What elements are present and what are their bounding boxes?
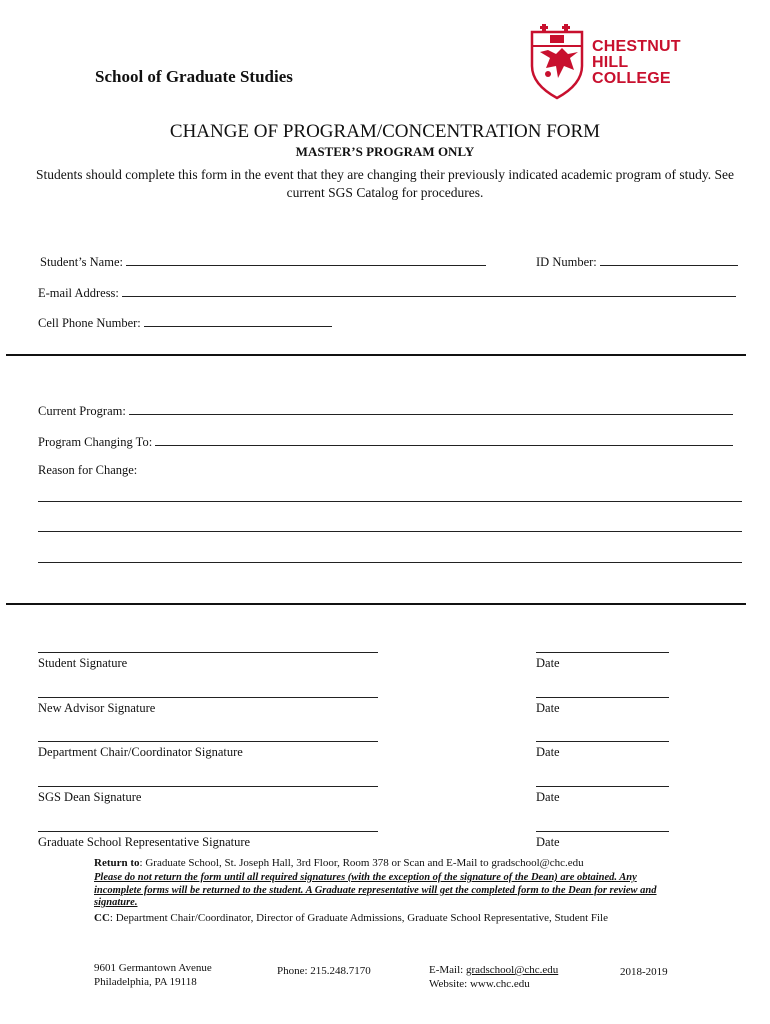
dean-signature-label: SGS Dean Signature xyxy=(38,790,142,804)
dean-date-line[interactable] xyxy=(536,786,669,787)
email-input[interactable] xyxy=(122,284,736,297)
email-field xyxy=(38,284,736,301)
address-line-2: Philadelphia, PA 19118 xyxy=(94,975,197,988)
college-logo xyxy=(528,22,681,102)
logo-wordmark xyxy=(592,39,681,87)
signature-warning: Please do not return the form until all required signatures (with the exception of the signature of the Dean) are obtained. Any incomplete forms will be returned to the student. A Graduate representative will get the completed form to the Dean for review and signature. xyxy=(94,872,657,908)
address-block xyxy=(94,962,212,989)
rep-signature-label: Graduate School Representative Signature xyxy=(38,835,251,849)
student-signature-line[interactable] xyxy=(38,652,378,653)
cell-phone-field xyxy=(38,314,332,331)
cell-phone-label: Cell Phone Number: xyxy=(38,316,141,330)
student-date-line[interactable] xyxy=(536,652,669,653)
chair-date-label: Date xyxy=(536,745,560,759)
current-program-input[interactable] xyxy=(129,402,733,415)
reason-label: Reason for Change: xyxy=(38,463,138,477)
reason-input-line-1[interactable] xyxy=(38,501,742,502)
form-intro: Students should complete this form in the event that they are changing their previously indicated academic program of study. See current SGS Catalog for procedures. xyxy=(36,167,734,200)
rep-signature-line[interactable] xyxy=(38,831,378,832)
return-instructions xyxy=(94,857,694,871)
logo-line-3: COLLEGE xyxy=(592,70,671,87)
email-link[interactable]: gradschool@chc.edu xyxy=(465,964,559,976)
cc-label: CC xyxy=(94,912,110,924)
id-number-input[interactable] xyxy=(600,253,738,266)
student-name-label: Student’s Name: xyxy=(40,255,123,269)
chair-date-line[interactable] xyxy=(536,741,669,742)
email-contact-label: E-Mail: xyxy=(429,964,466,976)
college-shield-icon xyxy=(528,22,586,100)
chair-signature-line[interactable] xyxy=(38,741,378,742)
chair-signature-label: Department Chair/Coordinator Signature xyxy=(38,745,243,759)
student-date-label: Date xyxy=(536,656,560,670)
advisor-signature-line[interactable] xyxy=(38,697,378,698)
reason-input-line-3[interactable] xyxy=(38,562,742,563)
phone-number: Phone: 215.248.7170 xyxy=(277,965,371,977)
logo-line-2: HILL xyxy=(592,54,629,71)
program-changing-to-label: Program Changing To: xyxy=(38,435,153,449)
student-name-input[interactable] xyxy=(126,253,486,266)
student-name-field xyxy=(40,253,486,270)
contact-block xyxy=(429,964,558,991)
program-changing-to-field xyxy=(38,433,733,450)
program-changing-to-input[interactable] xyxy=(155,433,733,446)
id-number-field xyxy=(536,253,738,270)
cc-text: : Department Chair/Coordinator, Director of Graduate Admissions, Graduate School Representative, Student File xyxy=(109,912,609,924)
dean-date-label: Date xyxy=(536,790,560,804)
advisor-date-label: Date xyxy=(536,701,560,715)
form-subtitle: MASTER’S PROGRAM ONLY xyxy=(295,144,475,159)
advisor-date-line[interactable] xyxy=(536,697,669,698)
address-line-1: 9601 Germantown Avenue xyxy=(94,962,212,974)
website-text: Website: www.chc.edu xyxy=(429,977,530,990)
logo-line-1: CHESTNUT xyxy=(592,38,681,55)
rep-date-label: Date xyxy=(536,835,560,849)
section-divider xyxy=(6,354,746,356)
school-name: School of Graduate Studies xyxy=(95,67,293,86)
return-text: : Graduate School, St. Joseph Hall, 3rd Floor, Room 378 or Scan and E-Mail to gradschool@chc.edu xyxy=(139,857,584,869)
current-program-field xyxy=(38,402,733,419)
id-number-label: ID Number: xyxy=(536,255,597,269)
reason-input-line-2[interactable] xyxy=(38,531,742,532)
dean-signature-line[interactable] xyxy=(38,786,378,787)
form-year: 2018-2019 xyxy=(620,966,668,978)
current-program-label: Current Program: xyxy=(38,404,126,418)
rep-date-line[interactable] xyxy=(536,831,669,832)
cell-phone-input[interactable] xyxy=(144,314,332,327)
return-label: Return to xyxy=(94,857,140,869)
cc-line xyxy=(94,912,694,926)
form-title: CHANGE OF PROGRAM/CONCENTRATION FORM xyxy=(169,121,601,142)
advisor-signature-label: New Advisor Signature xyxy=(38,701,156,715)
student-signature-label: Student Signature xyxy=(38,656,128,670)
section-divider xyxy=(6,603,746,605)
email-label: E-mail Address: xyxy=(38,286,119,300)
